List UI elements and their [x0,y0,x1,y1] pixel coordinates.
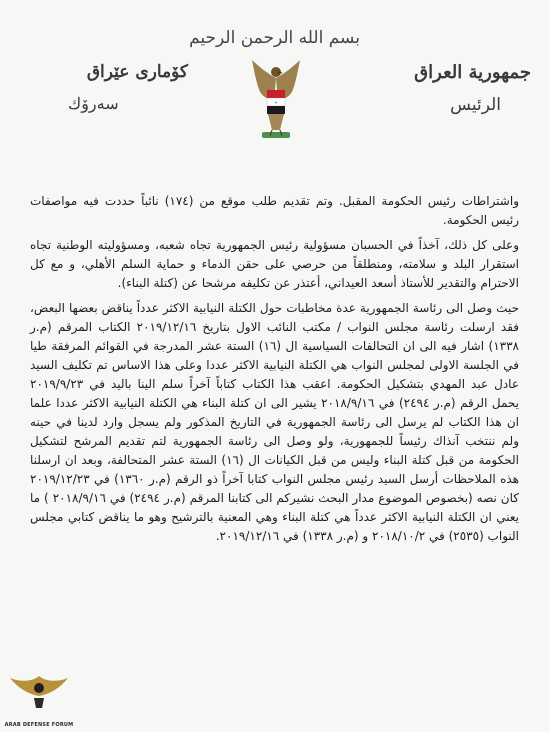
paragraph-2: وعلى كل ذلك، آخذاً في الحسبان مسؤولية رئيس الجمهورية تجاه شعبه، ومسؤوليته الوطنية تجاه استقرار البلد و سلامته، ومنطلقاً من حرصي على حقن الدماء و حماية السلم الأهلي، و مع كل الاحترام والتقدير للأستاذ أسعد العيداني، أعتذر عن تكليفه مرشحا عن (كتلة البناء). [30,238,519,290]
kurdish-country-name: كۆماری عێراق [86,62,188,82]
eagle-tail [268,114,284,130]
letterhead-kurdish [38,62,188,113]
shield-script: ✦ [274,100,278,105]
forum-watermark-label: ARAB DEFENSE FORUM [4,722,74,728]
basmala: بسم الله الرحمن الرحيم [189,28,360,48]
shield-black-band [267,106,285,114]
letter-body [30,192,519,552]
shield-red-band [267,90,285,98]
paragraph-1: واشتراطات رئيس الحكومة المقبل. وتم تقديم طلب موقع من (١٧٤) نائباً حددت فيه مواصفات رئيس الحكومة. [30,194,519,227]
iraq-emblem-icon [250,56,302,148]
arabic-country-name: جمهورية العراق [414,62,531,83]
letterhead-arabic [381,62,531,115]
forum-logo-icon [4,668,74,718]
paragraph-3: حيث وصل الى رئاسة الجمهورية عدة مخاطبات حول الكتلة النيابية الاكثر عدداً يناقض بعضها البعض، فقد ارسلت رئاسة مجلس النواب / مكتب النائب الاول بتاريخ ٢٠١٩/١٢/١٦ الكتاب المرقم (م.ر ١٣٣٨) اشار فيه الى ان التحالفات السياسية ال (١٦) الستة عشر المدرجة في القوائم المرفقة طيا في الجلسة الاولى لمجلس النواب هي الكتلة النيابية الاكثر عددا وعلى هذا الاساس تم تكليف السيد عادل عبد المهدي بتشكيل الحكومة. اعقب هذا الكتاب كتاباً آخراً سلم الينا باليد في ٢٠١٩/٩/٢٣ يحمل الرقم (م.ر ٢٤٩٤) في ٢٠١٨/٩/١٦ يشير الى ان كتلة البناء هي الكتلة النيابية الاكثر عددا علما ان هذا الكتاب لم يرسل الى رئاسة الجمهورية في التاريخ المذكور ولم يسجل وارد لدينا في حينه ولم ننتخب آنذاك رئيساً للجمهورية، ولو وصل الى رئاسة الجمهورية لتم تقديم المرشح لتشكيل الحكومة من قبل كتلة البناء وليس من قبل الكيانات ال (١٦) الستة عشر المتحالفة، وبعد ان ارسلنا هذه الملاحظات أرسل السيد رئيس مجلس النواب كتابا آخراً ذو الرقم (م.ر ١٣٦٠) في ٢٠١٩/١٢/٢٣ كان نصه (بخصوص الموضوع مدار البحث نشيركم الى كتابنا المرقم (م.ر ٢٤٩٤) في ٢٠١٨/٩/١٦ ) ما يعني ان الكتلة النيابية الاكثر عدداً هي كتلة البناء وهي المعنية بالترشيح وهو ما يناقض كتابي مجلس النواب (٢٥٣٥) في ٢٠١٨/١٠/٢ و (م.ر ١٣٣٨) في ٢٠١٩/١٢/١٦. [30,301,519,543]
emblem-scroll [262,132,290,138]
forum-watermark [4,668,74,728]
kurdish-office-title: سەرۆك [68,94,119,113]
arabic-office-title: الرئيس [450,95,501,115]
